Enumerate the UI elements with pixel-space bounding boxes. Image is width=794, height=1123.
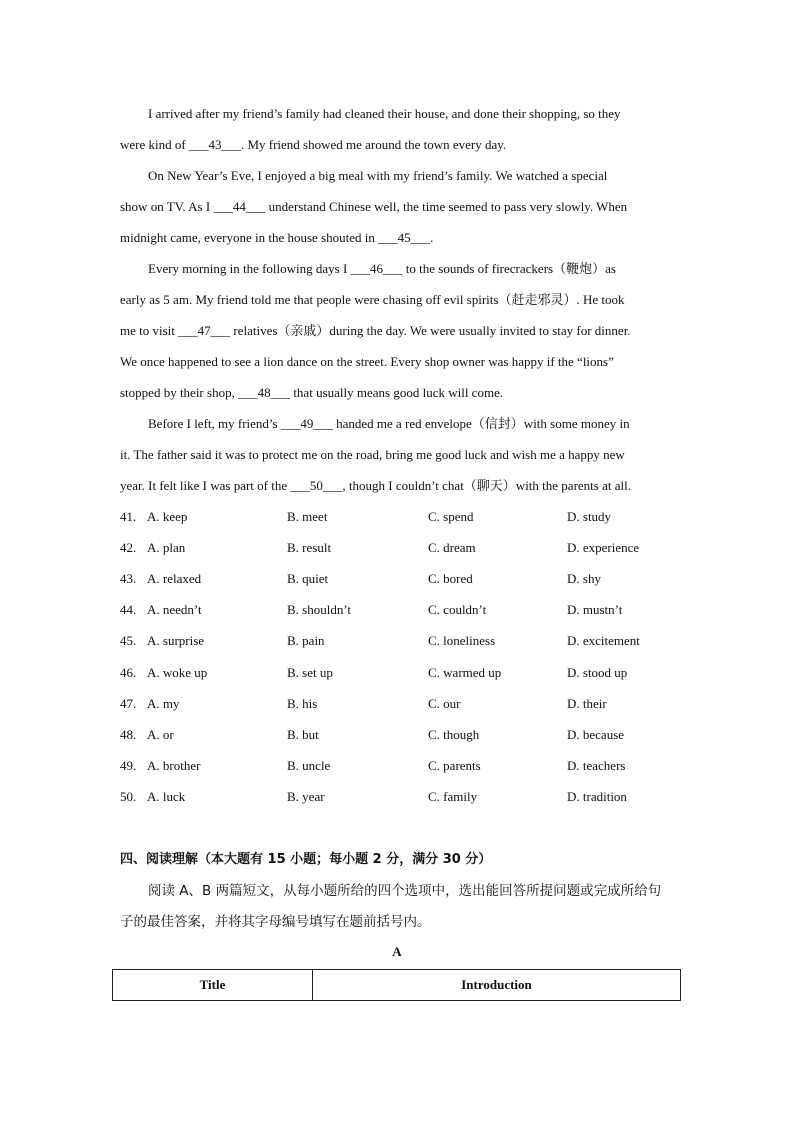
option-a: A. needn’t	[147, 602, 202, 618]
option-c: C. our	[428, 695, 461, 711]
option-b: B. but	[287, 726, 319, 742]
option-a: A. plan	[147, 539, 186, 555]
question-number: 46.	[120, 664, 137, 680]
option-b: B. pain	[287, 633, 325, 649]
table-header-row	[113, 970, 681, 1001]
option-d: D. study	[567, 508, 612, 524]
text-line: Before I left, my friend’s ___49___ handed me a red envelope（信封）with some money in	[148, 416, 630, 431]
question-number: 41.	[120, 508, 137, 524]
option-row-48	[120, 719, 674, 750]
option-a: A. relaxed	[147, 570, 202, 586]
question-number: 49.	[120, 758, 137, 774]
option-d: D. shy	[567, 570, 601, 586]
text-line: stopped by their shop, ___48___ that usually means good luck will come.	[120, 385, 504, 400]
option-b: B. result	[287, 539, 332, 555]
option-c: C. warmed up	[428, 664, 502, 680]
paragraph-2-cont	[120, 191, 674, 253]
option-row-50	[120, 782, 674, 813]
question-number: 42.	[120, 539, 137, 555]
option-b: B. uncle	[287, 758, 331, 774]
option-a: A. my	[147, 695, 180, 711]
text-line: We once happened to see a lion dance on the street. Every shop owner was happy if the “lions”	[120, 354, 614, 369]
paragraph-3-cont	[120, 284, 674, 408]
question-number: 50.	[120, 789, 137, 805]
section-heading: 四、阅读理解（本大题有 15 小题；每小题 2 分，满分 30 分）	[120, 852, 492, 867]
option-a: A. keep	[147, 508, 188, 524]
question-number: 48.	[120, 726, 137, 742]
option-d: D. mustn’t	[567, 602, 623, 618]
option-a: A. or	[147, 726, 174, 742]
option-d: D. experience	[567, 539, 640, 555]
option-b: B. shouldn’t	[287, 602, 352, 618]
text-line: midnight came, everyone in the house shouted in ___45___.	[120, 230, 434, 245]
passage	[120, 98, 674, 813]
option-row-44	[120, 595, 674, 626]
option-d: D. because	[567, 726, 625, 742]
paragraph-2	[120, 160, 674, 191]
option-d: D. tradition	[567, 789, 627, 805]
option-row-41	[120, 501, 674, 532]
text-line: early as 5 am. My friend told me that people were chasing off evil spirits（赶走邪灵）. He took	[120, 292, 625, 307]
reading-table	[112, 969, 681, 1001]
text-line: it. The father said it was to protect me on the road, bring me good luck and wish me a happy new	[120, 447, 625, 462]
option-c: C. spend	[428, 508, 474, 524]
column-header-introduction: Introduction	[313, 970, 681, 1001]
answer-options	[120, 501, 674, 813]
paragraph-4	[120, 408, 674, 439]
option-d: D. teachers	[567, 758, 626, 774]
option-d: D. excitement	[567, 633, 640, 649]
part-label: A	[392, 944, 402, 959]
option-a: A. brother	[147, 758, 201, 774]
question-number: 43.	[120, 570, 137, 586]
paragraph-1	[120, 98, 674, 129]
paragraph-1-cont	[120, 129, 674, 160]
option-row-49	[120, 751, 674, 782]
text-line: Every morning in the following days I ___46___ to the sounds of firecrackers（鞭炮）as	[148, 261, 616, 276]
option-c: C. bored	[428, 570, 473, 586]
paragraph-3	[120, 253, 674, 284]
question-number: 44.	[120, 602, 137, 618]
paragraph-4-cont	[120, 439, 674, 501]
option-a: A. luck	[147, 789, 186, 805]
text-line: On New Year’s Eve, I enjoyed a big meal with my friend’s family. We watched a special	[148, 168, 608, 183]
instruction-line: 子的最佳答案，并将其字母编号填写在题前括号内。	[120, 914, 431, 930]
option-c: C. loneliness	[428, 633, 496, 649]
option-c: C. though	[428, 726, 480, 742]
option-c: C. parents	[428, 758, 481, 774]
option-c: C. dream	[428, 539, 476, 555]
option-d: D. stood up	[567, 664, 628, 680]
text-line: I arrived after my friend’s family had cleaned their house, and done their shopping, so they	[148, 106, 621, 121]
option-b: B. year	[287, 789, 325, 805]
section-instructions	[120, 876, 674, 938]
column-header-title: Title	[113, 970, 313, 1001]
text-line: were kind of ___43___. My friend showed me around the town every day.	[120, 137, 507, 152]
option-b: B. his	[287, 695, 318, 711]
text-line: show on TV. As I ___44___ understand Chinese well, the time seemed to pass very slowly. When	[120, 199, 628, 214]
option-c: C. couldn’t	[428, 602, 487, 618]
text-line: year. It felt like I was part of the ___50___, though I couldn’t chat（聊天）with the parents at all.	[120, 478, 631, 493]
instruction-line: 阅读 A、B 两篇短文，从每小题所给的四个选项中，选出能回答所提问题或完成所给句	[148, 883, 662, 899]
option-b: B. quiet	[287, 570, 329, 586]
option-d: D. their	[567, 695, 607, 711]
text-line: me to visit ___47___ relatives（亲戚）during the day. We were usually invited to stay for dinner.	[120, 323, 631, 338]
option-row-47	[120, 688, 674, 719]
option-row-43	[120, 563, 674, 594]
question-number: 47.	[120, 695, 137, 711]
option-b: B. meet	[287, 508, 328, 524]
option-b: B. set up	[287, 664, 333, 680]
option-row-45	[120, 626, 674, 657]
option-a: A. surprise	[147, 633, 205, 649]
option-c: C. family	[428, 789, 478, 805]
option-row-46	[120, 657, 674, 688]
question-number: 45.	[120, 633, 137, 649]
option-row-42	[120, 532, 674, 563]
option-a: A. woke up	[147, 664, 208, 680]
